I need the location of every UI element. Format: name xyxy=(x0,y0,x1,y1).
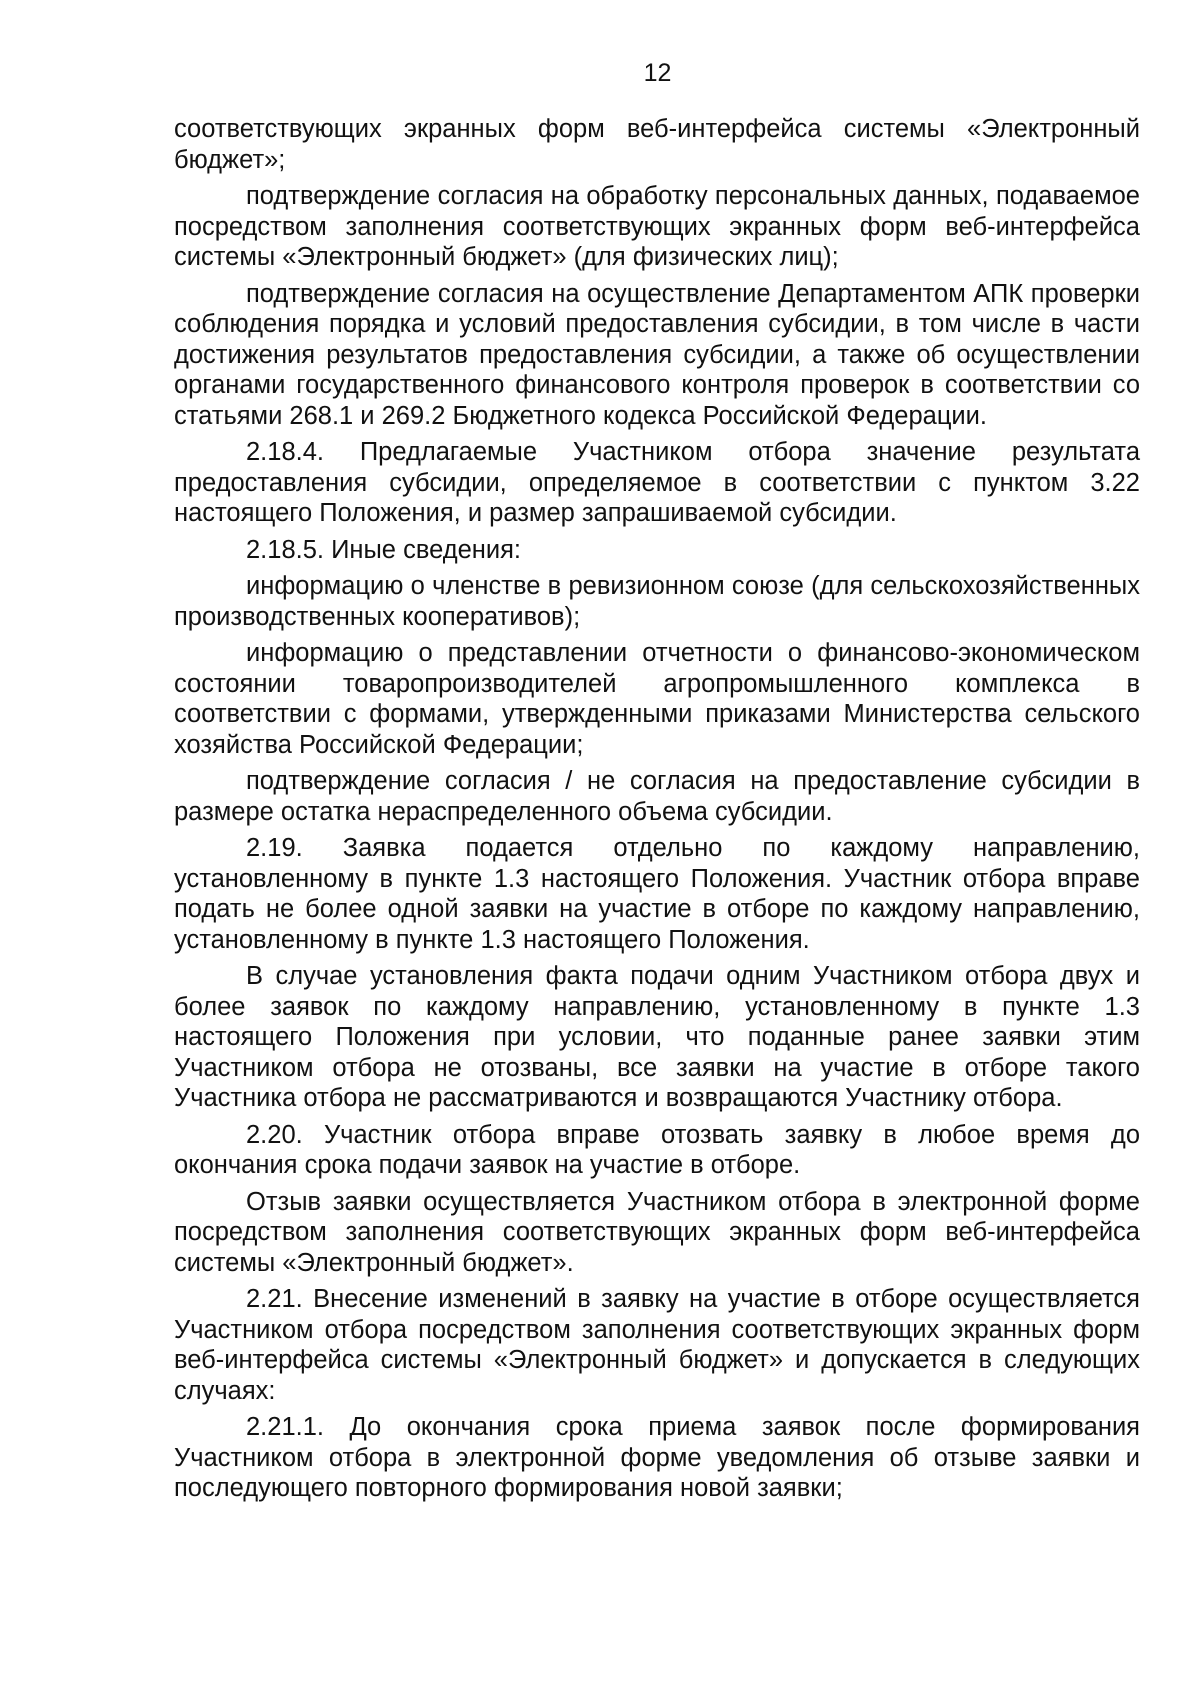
paragraph: В случае установления факта подачи одним Участником отбора двух и более заявок по каждому направлению, установленному в пункте 1.3 настоящего Положения при условии, что поданные ранее заявки этим Участником отбора не отозваны, все заявки на участие в отборе такого Участника отбора не рассматриваются и возвращаются Участнику отбора. xyxy=(174,962,1140,1112)
document-body xyxy=(174,114,1140,1510)
paragraph: информацию о членстве в ревизионном союзе (для сельскохозяйственных производственных кооперативов); xyxy=(174,572,1140,631)
paragraph: 2.18.4. Предлагаемые Участником отбора значение результата предоставления субсидии, определяемое в соответствии с пунктом 3.22 настоящего Положения, и размер запрашиваемой субсидии. xyxy=(174,438,1140,527)
paragraph: 2.18.5. Иные сведения: xyxy=(246,535,521,564)
paragraph: 2.21.1. До окончания срока приема заявок после формирования Участником отбора в электронной форме уведомления об отзыве заявки и последующего повторного формирования новой заявки; xyxy=(174,1413,1140,1502)
page-number: 12 xyxy=(643,59,672,87)
paragraph: 2.19. Заявка подается отдельно по каждому направлению, установленному в пункте 1.3 настоящего Положения. Участник отбора вправе подать не более одной заявки на участие в отборе по каждому направлению, установленному в пункте 1.3 настоящего Положения. xyxy=(174,834,1140,954)
paragraph: подтверждение согласия на обработку персональных данных, подаваемое посредством заполнения соответствующих экранных форм веб-интерфейса системы «Электронный бюджет» (для физических лиц); xyxy=(174,182,1140,271)
paragraph: соответствующих экранных форм веб-интерфейса системы «Электронный бюджет»; xyxy=(174,115,1140,174)
paragraph: подтверждение согласия на осуществление Департаментом АПК проверки соблюдения порядка и условий предоставления субсидии, в том числе в части достижения результатов предоставления субсидии, а также об осуществлении органами государственного финансового контроля проверок в соответствии со статьями 268.1 и 269.2 Бюджетного кодекса Российской Федерации. xyxy=(174,279,1140,430)
paragraph: информацию о представлении отчетности о финансово-экономическом состоянии товаропроизводителей агропромышленного комплекса в соответствии с формами, утвержденными приказами Министерства сельского хозяйства Российской Федерации; xyxy=(174,639,1140,759)
paragraph: 2.21. Внесение изменений в заявку на участие в отборе осуществляется Участником отбора посредством заполнения соответствующих экранных форм веб-интерфейса системы «Электронный бюджет» и допускается в следующих случаях: xyxy=(174,1285,1140,1405)
paragraph: 2.20. Участник отбора вправе отозвать заявку в любое время до окончания срока подачи заявок на участие в отборе. xyxy=(174,1120,1140,1179)
paragraph: Отзыв заявки осуществляется Участником отбора в электронной форме посредством заполнения соответствующих экранных форм веб-интерфейса системы «Электронный бюджет». xyxy=(174,1187,1140,1277)
paragraph: подтверждение согласия / не согласия на предоставление субсидии в размере остатка нераспределенного объема субсидии. xyxy=(174,767,1140,826)
